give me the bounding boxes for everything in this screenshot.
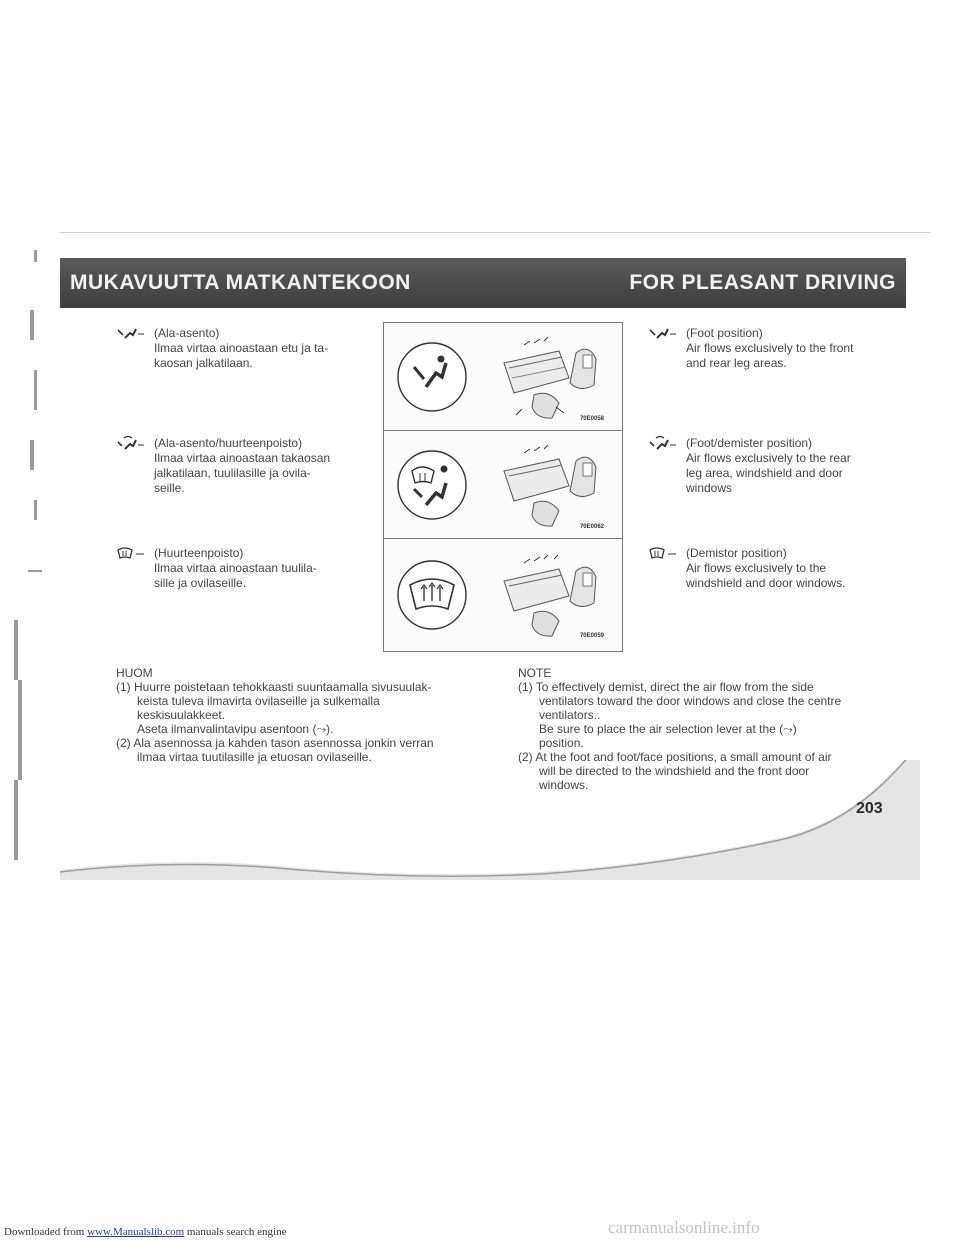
- page-number: 203: [856, 800, 883, 817]
- fi-entry-title: (Huurteenpoisto): [154, 546, 244, 560]
- en-entry-line: Air flows exclusively to the front: [686, 341, 854, 355]
- section-title-en: FOR PLEASANT DRIVING: [629, 271, 896, 294]
- torn-page-edge: [60, 760, 920, 880]
- note-heading: HUOM: [116, 666, 153, 680]
- en-entry-line: Air flows exclusively to the rear: [686, 451, 851, 465]
- fi-entry-line: Ilmaa virtaa ainoastaan takaosan: [154, 451, 331, 465]
- note-line: keista tuleva ilmavirta ovilaseille ja sulkemalla: [137, 694, 380, 708]
- air-flow-illustration-panel: [383, 322, 623, 652]
- en-entry-title: (Foot position): [686, 326, 763, 340]
- note-line: ventilators..: [539, 708, 601, 722]
- en-entry-foot-demister: [648, 436, 908, 506]
- en-entry-line: and rear leg areas.: [686, 356, 787, 370]
- binding-marks: [0, 240, 50, 920]
- illustration-code: 70E0062: [579, 524, 604, 530]
- illustration-code: 70E0059: [579, 633, 604, 639]
- en-entry-line: Air flows exclusively to the: [686, 561, 827, 575]
- demister-position-icon: [116, 546, 148, 562]
- fi-entry-line: jalkatilaan, tuulilasille ja ovila-: [154, 466, 311, 480]
- fi-entry-title: (Ala-asento/huurteenpoisto): [154, 436, 303, 450]
- foot-position-icon: [116, 326, 148, 342]
- note-item: (2) At the foot and foot/face positions, a small amount of air: [518, 750, 832, 764]
- note-line: ilmaa virtaa tuutilasille ja etuosan ovilaseille.: [137, 750, 372, 764]
- fi-entry-foot-demister: [116, 436, 376, 506]
- note-line: position.: [539, 736, 584, 750]
- en-entry-line: windows: [686, 481, 733, 495]
- footer: Downloaded from www.Manualslib.com manuals search engine: [4, 1226, 287, 1238]
- manualslib-link[interactable]: www.Manualslib.com: [87, 1226, 185, 1238]
- fi-entry-line: seille.: [154, 481, 185, 495]
- fi-entry-line: kaosan jalkatilaan.: [154, 356, 253, 370]
- fi-entry-demister: [116, 546, 376, 596]
- scan-edge-line: [60, 232, 930, 233]
- en-entry-title: (Foot/demister position): [686, 436, 813, 450]
- demister-position-icon: [648, 546, 680, 562]
- note-line: keskisuulakkeet.: [137, 708, 226, 722]
- en-entry-demister: [648, 546, 908, 596]
- watermark: carmanualsonline.info: [608, 1218, 760, 1237]
- illustration-demister-position: [384, 539, 622, 647]
- note-item: (2) Ala asennossa ja kahden tason asennossa jonkin verran: [116, 736, 434, 750]
- en-entry-title: (Demistor position): [686, 546, 787, 560]
- note-line: ventilators toward the door windows and close the centre: [539, 694, 842, 708]
- foot-demister-position-icon: [648, 436, 680, 452]
- note-line: windows.: [539, 778, 589, 792]
- illustration-foot-demister-position: [384, 431, 622, 539]
- note-line: Be sure to place the air selection lever at the (⤳): [539, 722, 797, 736]
- fi-entry-line: Ilmaa virtaa ainoastaan tuulila-: [154, 561, 317, 575]
- note-heading: NOTE: [518, 666, 552, 680]
- en-entry-line: leg area, windshield and door: [686, 466, 843, 480]
- note-item: (1) To effectively demist, direct the air flow from the side: [518, 680, 814, 694]
- illustration-foot-position: [384, 323, 622, 431]
- note-line: Aseta ilmanvalintavipu asentoon (⤳).: [137, 722, 334, 736]
- illustration-code: 70E0058: [579, 416, 604, 422]
- note-fi: [116, 666, 496, 764]
- section-title-fi: MUKAVUUTTA MATKANTEKOON: [70, 271, 411, 294]
- note-item: (1) Huurre poistetaan tehokkaasti suuntaamalla sivusuulak-: [116, 680, 432, 694]
- foot-demister-position-icon: [116, 436, 148, 452]
- fi-entry-foot: [116, 326, 376, 386]
- fi-entry-line: Ilmaa virtaa ainoastaan etu ja ta-: [154, 341, 329, 355]
- en-entry-foot: [648, 326, 908, 386]
- en-entry-line: windshield and door windows.: [686, 576, 846, 590]
- note-line: will be directed to the windshield and the front door: [539, 764, 810, 778]
- foot-position-icon: [648, 326, 680, 342]
- fi-entry-line: sille ja ovilaseille.: [154, 576, 247, 590]
- section-header: [60, 258, 906, 308]
- fi-entry-title: (Ala-asento): [154, 326, 220, 340]
